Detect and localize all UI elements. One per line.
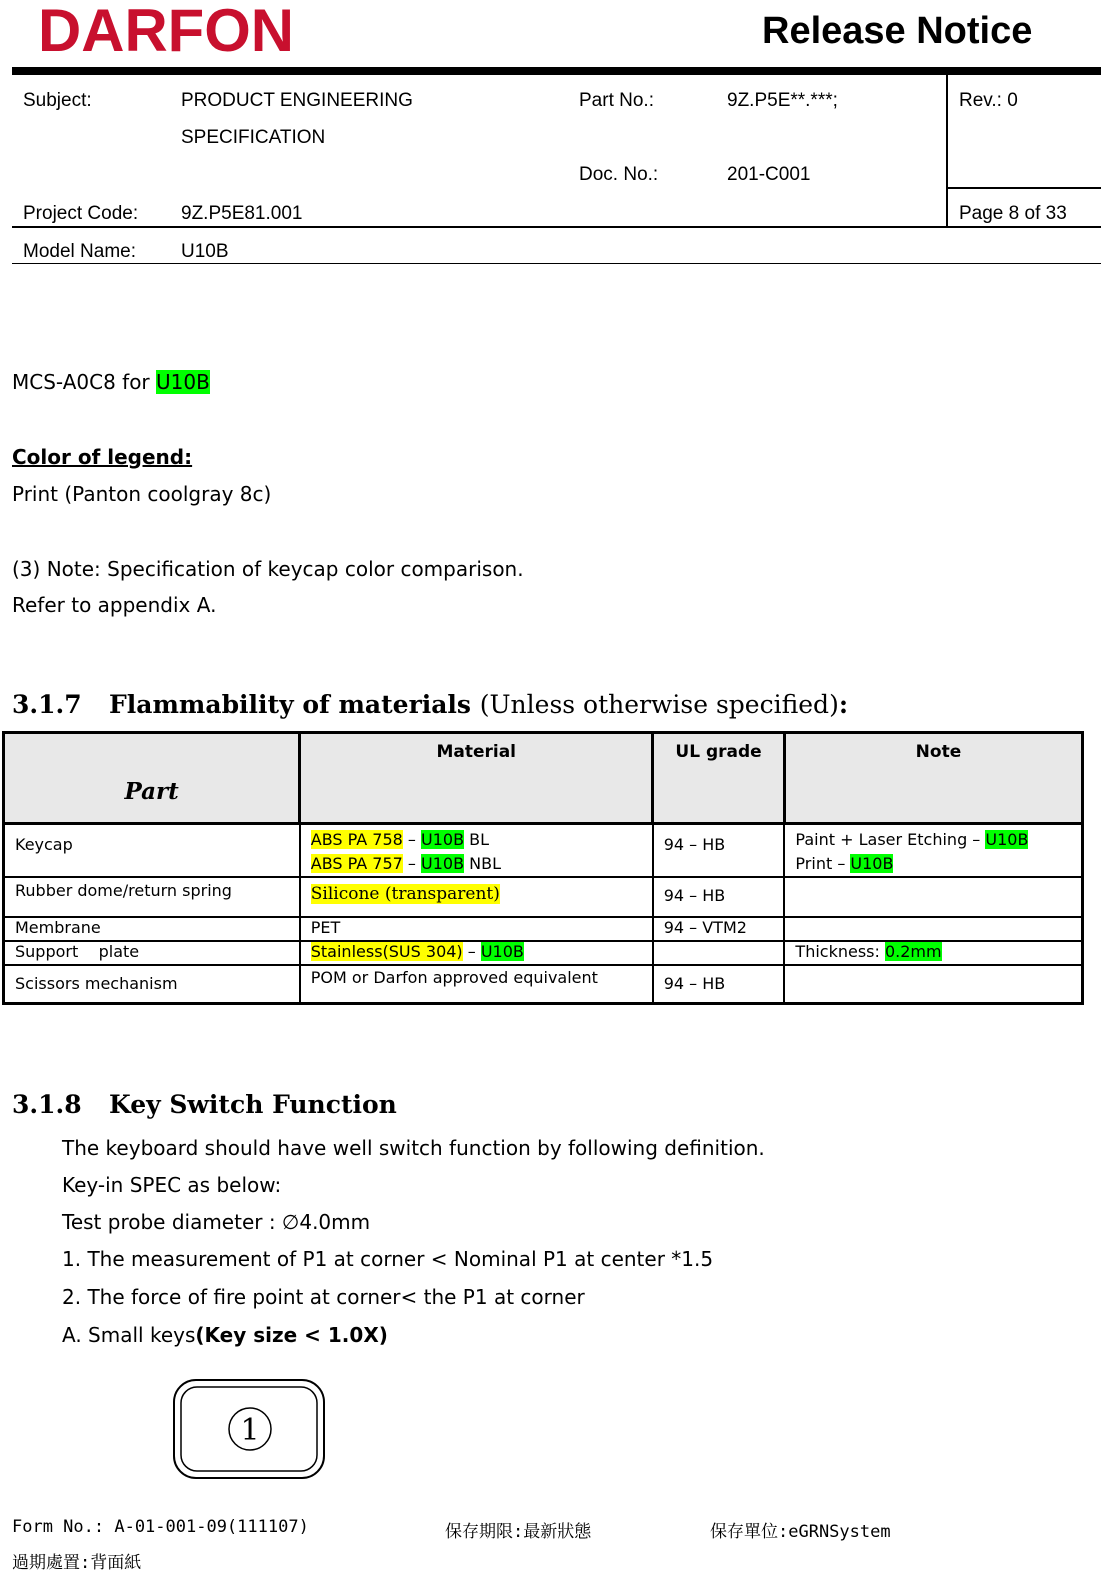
key-switch-line3: Test probe diameter : ∅4.0mm [62, 1210, 371, 1234]
print-line: Print (Panton coolgray 8c) [12, 482, 272, 506]
rubber-note [784, 877, 1082, 917]
membrane-note [784, 917, 1082, 941]
key-switch-line6 [62, 1323, 388, 1347]
keycap-material-2-model: U10B [421, 854, 465, 873]
rubber-material [300, 877, 653, 917]
keycap-note-2-model: U10B [850, 854, 894, 873]
support-note [784, 941, 1082, 965]
header-rule-mid [12, 226, 1101, 228]
keycap-note [784, 824, 1082, 878]
part-no-value: 9Z.P5E**.***; [727, 90, 838, 111]
table-header-row [4, 733, 1083, 824]
project-code-label: Project Code: [23, 203, 139, 224]
keycap-note-1: Paint + Laser Etching – [795, 830, 986, 849]
header-vertical-rule [946, 75, 948, 227]
keycap-material-1: ABS PA 758 [310, 830, 403, 849]
small-keys-label: A. Small keys [62, 1323, 196, 1347]
key-point-label: 1 [240, 1413, 260, 1448]
scissors-note [784, 965, 1082, 1003]
table-row [4, 965, 1083, 1003]
header-thick-rule [12, 67, 1101, 75]
header-rule-bottom [12, 263, 1101, 264]
key-switch-number: 3.1.8 [12, 1090, 82, 1119]
keycap-material-1-dash: – [402, 830, 421, 849]
flammability-title: Flammability of materials [109, 690, 472, 719]
table-row [4, 824, 1083, 878]
key-switch-line5: 2. The force of fire point at corner< the P1 at corner [62, 1285, 585, 1309]
table-row [4, 917, 1083, 941]
key-switch-title: Key Switch Function [109, 1090, 397, 1119]
scissors-ul-grade: 94 – HB [653, 965, 785, 1003]
header-ul-grade: UL grade [653, 733, 785, 824]
flammability-number: 3.1.7 [12, 690, 82, 719]
keycap-material [300, 824, 653, 878]
refer-line: Refer to appendix A. [12, 593, 217, 617]
keycap-ul-grade: 94 – HB [653, 824, 785, 878]
flammability-heading [12, 690, 848, 719]
doc-no-value: 201-C001 [727, 164, 811, 185]
footer-form-no: Form No.: A-01-001-09(111107) [12, 1517, 309, 1537]
membrane-material: PET [300, 917, 653, 941]
subject-label: Subject: [23, 90, 92, 111]
support-ul-grade [653, 941, 785, 965]
keycap-material-1-model: U10B [421, 830, 465, 849]
header-rev-rule [946, 187, 1101, 189]
key-switch-line1: The keyboard should have well switch function by following definition. [62, 1136, 765, 1160]
subject-value-line2: SPECIFICATION [181, 127, 326, 148]
darfon-logo [38, 2, 294, 54]
rubber-part: Rubber dome/return spring [4, 877, 300, 917]
support-material-model: U10B [480, 942, 524, 961]
revision: Rev.: 0 [959, 90, 1018, 111]
color-of-legend-heading: Color of legend: [12, 445, 193, 469]
rubber-material-text: Silicone (transparent) [310, 884, 500, 904]
footer-retention: 保存期限:最新狀態 [445, 1522, 592, 1542]
membrane-ul-grade: 94 – VTM2 [653, 917, 785, 941]
flammability-subtitle: (Unless otherwise specified) [479, 690, 839, 719]
keycap-note-2: Print – [795, 854, 851, 873]
keycap-material-1-suffix: BL [464, 830, 490, 849]
table-row [4, 877, 1083, 917]
footer-unit: 保存單位:eGRNSystem [710, 1522, 891, 1542]
support-part: Support plate [4, 941, 300, 965]
part-no-label: Part No.: [579, 90, 654, 111]
keycap-material-2: ABS PA 757 [310, 854, 403, 873]
keycap-material-2-dash: – [402, 854, 421, 873]
key-switch-line2: Key-in SPEC as below: [62, 1173, 282, 1197]
mcs-line [12, 370, 210, 394]
footer-disposal: 過期處置:背面紙 [12, 1553, 142, 1573]
support-note-value: 0.2mm [884, 942, 942, 961]
flammability-table [2, 731, 1084, 1005]
key-switch-line4: 1. The measurement of P1 at corner < Nominal P1 at center *1.5 [62, 1247, 714, 1271]
scissors-part: Scissors mechanism [4, 965, 300, 1003]
mcs-prefix: MCS-A0C8 for [12, 370, 157, 394]
logo-text: DARFON [38, 2, 294, 54]
document-title: Release Notice [762, 10, 1033, 52]
support-material-text: Stainless(SUS 304) [310, 942, 463, 961]
doc-no-label: Doc. No.: [579, 164, 659, 185]
model-name-label: Model Name: [23, 241, 136, 262]
scissors-material: POM or Darfon approved equivalent [300, 965, 653, 1003]
flammability-colon: : [838, 690, 849, 719]
header-note: Note [784, 733, 1082, 824]
keycap-material-2-suffix: NBL [464, 854, 501, 873]
keycap-note-1-model: U10B [985, 830, 1029, 849]
keycap-part: Keycap [4, 824, 300, 878]
support-material-dash: – [462, 942, 481, 961]
header-part: Part [4, 733, 300, 824]
page-number: Page 8 of 33 [959, 203, 1067, 224]
table-row [4, 941, 1083, 965]
header-material: Material [300, 733, 653, 824]
small-keys-size: (Key size < 1.0X) [195, 1323, 388, 1347]
note-line: (3) Note: Specification of keycap color comparison. [12, 557, 524, 581]
support-material [300, 941, 653, 965]
subject-value-line1: PRODUCT ENGINEERING [181, 90, 413, 111]
mcs-model: U10B [156, 370, 210, 394]
support-note-label: Thickness: [795, 942, 885, 961]
rubber-ul-grade: 94 – HB [653, 877, 785, 917]
model-name-value: U10B [181, 241, 229, 262]
small-key-diagram [170, 1376, 330, 1482]
key-switch-heading [12, 1090, 397, 1119]
project-code-value: 9Z.P5E81.001 [181, 203, 303, 224]
membrane-part: Membrane [4, 917, 300, 941]
